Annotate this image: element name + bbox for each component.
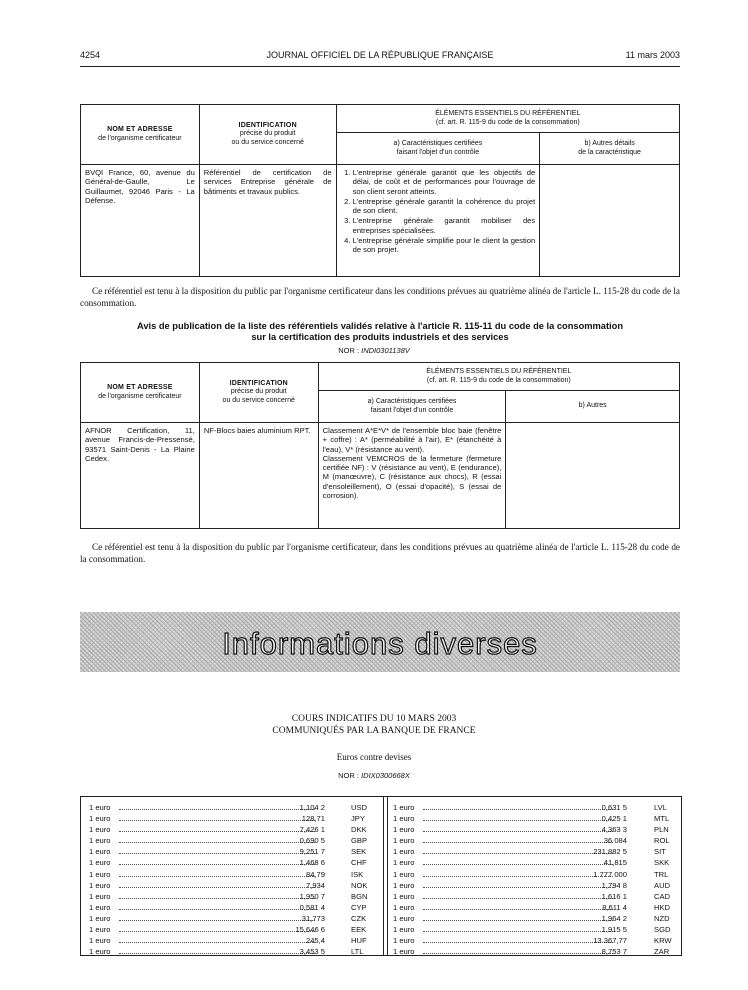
org-cell: AFNOR Certification, 11, avenue Francis-de-Pressensé, 93571 Saint-Denis - La Plaine Cedex. — [81, 423, 200, 529]
rate-value: 9,251 7 — [299, 847, 325, 857]
rate-label: 1 euro — [393, 913, 415, 923]
currency-code: GBP — [351, 836, 368, 846]
rate-value: 1,950 7 — [299, 891, 325, 901]
col-header-b: b) Autres détails de la caractéristique — [540, 133, 680, 165]
col-header-a: a) Caractéristiques certifiées faisant l'objet d'un contrôle — [318, 391, 506, 423]
col-header-identification: IDENTIFICATION précise du produit ou du service concerné — [199, 363, 318, 423]
rate-label: 1 euro — [393, 891, 415, 901]
rate-label: 1 euro — [89, 869, 111, 879]
rate-value: 245,4 — [305, 936, 325, 946]
classement-vemcros: Classement VEMCROS de la fermeture (fermeture certifiée NF) : V (résistance au vent), E (endurance), M (manœuvre), C (résistance aux chocs), R (essai d'ensoleillement), O (essai d'opacité), S (essai de corrosion). — [322, 453, 502, 500]
other-cell — [506, 423, 680, 529]
rate-row — [393, 891, 675, 902]
rate-row — [393, 902, 675, 913]
rate-label: 1 euro — [393, 902, 415, 912]
rate-row — [393, 880, 675, 891]
currency-code: ROL — [654, 836, 670, 846]
rate-value: 7,426 1 — [299, 825, 325, 835]
referential-table-1 — [80, 104, 680, 277]
currency-code: ISK — [351, 869, 364, 879]
rate-row — [89, 891, 379, 902]
criteria-cell — [336, 165, 540, 277]
currency-code: DKK — [351, 825, 367, 835]
col-header-elements: ÉLÉMENTS ESSENTIELS DU RÉFÉRENTIEL (cf. art. R. 115-9 du code de la consommation) — [318, 363, 679, 391]
rate-row — [89, 902, 379, 913]
rate-value: 1,616 1 — [601, 891, 627, 901]
rate-label: 1 euro — [89, 925, 111, 935]
currency-code: CHF — [351, 858, 367, 868]
rate-row — [393, 846, 675, 857]
rate-label: 1 euro — [89, 836, 111, 846]
currency-code: ZAR — [654, 947, 670, 957]
rate-value: 1,104 2 — [299, 803, 325, 812]
rates-right-column — [393, 802, 675, 957]
rate-row — [393, 813, 675, 824]
nor-reference-1: NOR : INDI0301138V — [338, 346, 410, 355]
page-number: 4254 — [80, 50, 101, 60]
cours-subtitle: Euros contre devises — [336, 752, 412, 762]
currency-code: MTL — [654, 814, 670, 824]
currency-code: HUF — [351, 936, 367, 946]
rate-label: 1 euro — [393, 836, 415, 846]
service-cell: Référentiel de certification de services Entreprise générale de bâtiments et travaux publics. — [199, 165, 336, 277]
criteria-cell — [318, 423, 506, 529]
rate-value: 1 777 000 — [593, 869, 627, 879]
rate-value: 15,646 6 — [295, 925, 325, 935]
rate-label: 1 euro — [393, 880, 415, 890]
rate-row — [89, 913, 379, 924]
rate-label: 1 euro — [89, 936, 111, 946]
rate-value: 36 084 — [603, 836, 627, 846]
rate-label: 1 euro — [393, 814, 415, 824]
col-header-org: NOM ET ADRESSE de l'organisme certificateur — [81, 363, 200, 423]
col-header-a: a) Caractéristiques certifiées faisant l'objet d'un contrôle — [336, 133, 540, 165]
rate-value: 0,425 1 — [601, 814, 627, 824]
rate-value: 0,690 5 — [299, 836, 325, 846]
criterion-item: 1. L'entreprise générale garantit que les objectifs de délai, de coût et de performances pour l'ouvrage de son client seront atteints. — [353, 168, 536, 196]
rate-value: 8,611 4 — [602, 902, 627, 912]
rate-label: 1 euro — [393, 803, 415, 812]
issue-date: 11 mars 2003 — [625, 50, 680, 60]
rate-value: 128,71 — [301, 814, 325, 824]
currency-code: USD — [351, 803, 368, 812]
rate-value: 7,934 — [305, 880, 325, 890]
rate-label: 1 euro — [89, 913, 111, 923]
rate-row — [89, 835, 379, 846]
rate-value: 231,882 5 — [593, 847, 627, 857]
rate-label: 1 euro — [393, 936, 415, 946]
rate-row — [89, 935, 379, 946]
journal-title: JOURNAL OFFICIEL DE LA RÉPUBLIQUE FRANÇAISE — [266, 50, 494, 60]
page-header — [80, 50, 680, 66]
rate-label: 1 euro — [393, 858, 415, 868]
rate-value: 31,773 — [301, 913, 325, 923]
rate-label: 1 euro — [393, 869, 415, 879]
rate-label: 1 euro — [393, 925, 415, 935]
classement-aev: Classement A*E*V* de l'ensemble bloc baie (fenêtre + coffre) : A* (perméabilité à l'air), E* (étanchéité à l'eau), V* (résistance au vent). — [322, 426, 502, 454]
availability-note-2: Ce référentiel est tenu à la disposition du public par l'organisme certificateur, dans les conditions prévues au quatrième alinéa de l'article L. 115-28 du code de la consommation. — [80, 542, 680, 564]
currency-code: CAD — [654, 891, 671, 901]
rate-value: 8,753 7 — [601, 947, 627, 957]
currency-code: JPY — [351, 814, 365, 824]
col-header-org: NOM ET ADRESSE de l'organisme certificateur — [81, 105, 200, 165]
cours-title — [0, 713, 748, 738]
currency-code: AUD — [654, 880, 671, 890]
nor-reference-2: NOR : IDIX0300668X — [338, 771, 410, 780]
header-rule — [80, 66, 680, 67]
avis-line-1: Avis de publication de la liste des référentiels validés relative à l'article R. 115-11 du code de la consommation — [136, 321, 623, 331]
rate-row — [393, 913, 675, 924]
rate-row — [89, 946, 379, 957]
rate-value: 1,964 2 — [601, 913, 627, 923]
rate-row — [89, 869, 379, 880]
currency-code: EEK — [351, 925, 367, 935]
col-header-elements: ÉLÉMENTS ESSENTIELS DU RÉFÉRENTIEL (cf. art. R. 115-9 du code de la consommation) — [336, 105, 679, 133]
rate-label: 1 euro — [89, 814, 111, 824]
currency-code: LTL — [351, 947, 364, 957]
rate-row — [89, 846, 379, 857]
rate-label: 1 euro — [89, 803, 111, 812]
currency-code: HKD — [654, 902, 671, 912]
col-header-b: b) Autres — [506, 391, 680, 423]
avis-line-2: sur la certification des produits industriels et des services — [251, 332, 509, 343]
currency-code: KRW — [654, 936, 672, 946]
rate-label: 1 euro — [89, 847, 111, 857]
rate-value: 41,815 — [603, 858, 627, 868]
rate-label: 1 euro — [89, 825, 111, 835]
rate-row — [393, 869, 675, 880]
column-divider — [383, 797, 388, 955]
rate-value: 0,631 5 — [601, 803, 627, 812]
currency-code: NOK — [351, 880, 368, 890]
rate-label: 1 euro — [89, 858, 111, 868]
currency-code: BGN — [351, 891, 368, 901]
cours-title-line-2: COMMUNIQUÉS PAR LA BANQUE DE FRANCE — [272, 726, 476, 737]
currency-code: LVL — [654, 803, 667, 812]
rate-label: 1 euro — [89, 902, 111, 912]
rate-value: 1,915 5 — [601, 925, 627, 935]
rate-label: 1 euro — [393, 847, 415, 857]
rate-value: 84,79 — [305, 869, 325, 879]
rate-row — [89, 813, 379, 824]
rate-label: 1 euro — [393, 825, 415, 835]
rate-label: 1 euro — [89, 880, 111, 890]
availability-note-1: Ce référentiel est tenu à la disposition du public par l'organisme certificateur dans les conditions prévues au quatrième alinéa de l'article L. 115-28 du code de la consommation. — [80, 286, 680, 308]
rate-value: 1,468 6 — [299, 858, 325, 868]
criterion-item: 4. L'entreprise générale simplifie pour le client la gestion de son projet. — [353, 236, 536, 255]
currency-code: SEK — [351, 847, 367, 857]
rate-label: 1 euro — [89, 891, 111, 901]
rate-row — [393, 824, 675, 835]
banner-title: Informations diverses — [222, 626, 538, 661]
org-cell: BVQI France, 60, avenue du Général-de-Gaulle, Le Guillaumet, 92046 Paris - La Défense. — [81, 165, 200, 277]
rates-left-column — [89, 802, 379, 957]
currency-code: CYP — [351, 902, 367, 912]
rate-value: 3,453 5 — [299, 947, 325, 957]
rate-value: 0,581 4 — [299, 902, 325, 912]
currency-code: CZK — [351, 913, 367, 923]
rate-row — [89, 824, 379, 835]
currency-code: NZD — [654, 913, 670, 923]
rate-row — [89, 857, 379, 868]
other-details-cell — [540, 165, 680, 277]
avis-heading — [80, 321, 680, 343]
currency-code: PLN — [654, 825, 669, 835]
referential-table-2 — [80, 362, 680, 529]
rate-row — [89, 880, 379, 891]
rate-row — [89, 802, 379, 813]
criterion-item: 3. L'entreprise générale garantit mobiliser des entreprises spécialisées. — [353, 216, 536, 235]
section-banner — [80, 612, 680, 672]
rate-row — [89, 924, 379, 935]
criterion-item: 2. L'entreprise générale garantit la cohérence du projet de son client. — [353, 197, 536, 216]
rate-value: 1,794 8 — [601, 880, 627, 890]
currency-code: SIT — [654, 847, 666, 857]
currency-code: SKK — [654, 858, 670, 868]
cours-title-line-1: COURS INDICATIFS DU 10 MARS 2003 — [291, 714, 457, 724]
product-cell: NF-Blocs baies aluminium RPT. — [199, 423, 318, 529]
col-header-identification: IDENTIFICATION précise du produit ou du service concerné — [199, 105, 336, 165]
rate-row — [393, 835, 675, 846]
rate-row — [393, 946, 675, 957]
currency-code: SGD — [654, 925, 671, 935]
exchange-rates-table — [80, 796, 682, 956]
rate-value: 13 367,77 — [593, 936, 627, 946]
rate-row — [393, 802, 675, 813]
currency-code: TRL — [654, 869, 669, 879]
rate-row — [393, 924, 675, 935]
rate-row — [393, 935, 675, 946]
rate-value: 4,363 3 — [601, 825, 627, 835]
rate-label: 1 euro — [89, 947, 111, 957]
rate-label: 1 euro — [393, 947, 415, 957]
rate-row — [393, 857, 675, 868]
